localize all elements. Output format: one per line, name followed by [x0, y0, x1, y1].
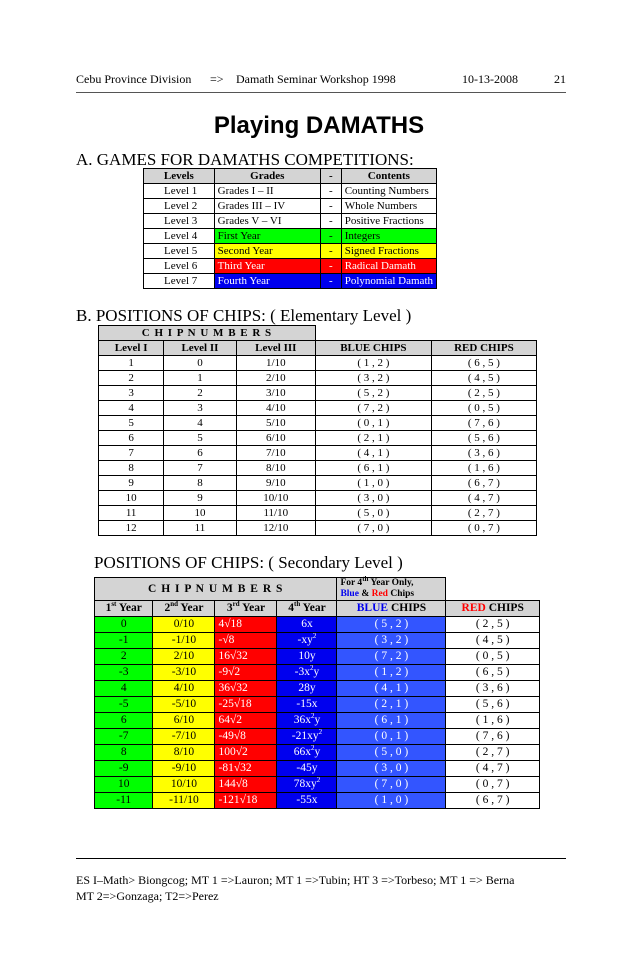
table-row: [99, 461, 537, 476]
level-2-cell: 0: [164, 356, 236, 371]
level-1-cell: 6: [99, 431, 164, 446]
blue-chips-cell: ( 3 , 2 ): [337, 633, 446, 649]
dash-cell: -: [320, 214, 341, 229]
footer-line-1: ES I–Math> Biongcog; MT 1 =>Lauron; MT 1 =>Tubin; HT 3 =>Torbeso; MT 1 => Berna: [76, 873, 515, 887]
blue-chips-cell: ( 0 , 1 ): [315, 416, 431, 431]
table-row: [99, 371, 537, 386]
table-row: [95, 793, 540, 809]
red-chips-cell: ( 2 , 7 ): [446, 745, 540, 761]
dash-cell: -: [320, 184, 341, 199]
chip-numbers-header: C H I P N U M B E R S: [99, 326, 316, 341]
blue-chips-cell: ( 7 , 2 ): [337, 649, 446, 665]
col-blue-chips: BLUE CHIPS: [337, 601, 446, 617]
first-year-cell: 4: [95, 681, 153, 697]
second-year-cell: -3/10: [153, 665, 215, 681]
fourth-year-cell: [277, 729, 337, 745]
section-c-heading: POSITIONS OF CHIPS: ( Secondary Level ): [94, 553, 403, 572]
red-chips-cell: ( 6 , 7 ): [431, 476, 536, 491]
third-year-cell: -√8: [215, 633, 277, 649]
term-text: -xy: [297, 634, 313, 646]
blue-chips-cell: ( 2 , 1 ): [315, 431, 431, 446]
term-text: 6x: [301, 618, 313, 630]
empty-header: [446, 578, 540, 601]
grade-cell: Fourth Year: [214, 274, 320, 289]
term-text: 78xy: [293, 778, 317, 790]
table-row: [99, 446, 537, 461]
blue-chips-cell: ( 7 , 0 ): [337, 777, 446, 793]
footer-line-2: MT 2=>Gonzaga; T2=>Perez: [76, 889, 219, 903]
level-1-cell: 2: [99, 371, 164, 386]
first-year-cell: -11: [95, 793, 153, 809]
footer-divider: [76, 858, 566, 859]
fourth-year-cell: [277, 617, 337, 633]
fourth-year-cell: [277, 681, 337, 697]
first-year-cell: 10: [95, 777, 153, 793]
level-2-cell: 5: [164, 431, 236, 446]
level-3-cell: 11/10: [236, 506, 315, 521]
table-row: [99, 521, 537, 536]
blue-chips-cell: ( 4 , 1 ): [337, 681, 446, 697]
red-chips-cell: ( 3 , 6 ): [446, 681, 540, 697]
term-text: -3x: [294, 666, 310, 678]
fourth-year-cell: [277, 649, 337, 665]
fourth-year-cell: [277, 745, 337, 761]
level-3-cell: 9/10: [236, 476, 315, 491]
blue-chips-cell: ( 5 , 0 ): [337, 745, 446, 761]
table-row: [99, 401, 537, 416]
red-chips-cell: ( 3 , 6 ): [431, 446, 536, 461]
table-row: [95, 617, 540, 633]
table-row: [95, 681, 540, 697]
second-year-cell: -1/10: [153, 633, 215, 649]
content-cell: Positive Fractions: [341, 214, 436, 229]
blue-chips-cell: ( 3 , 2 ): [315, 371, 431, 386]
level-1-cell: 10: [99, 491, 164, 506]
grade-cell: Grades III – IV: [214, 199, 320, 214]
red-chips-cell: ( 2 , 5 ): [446, 617, 540, 633]
level-2-cell: 9: [164, 491, 236, 506]
term-rest: y: [314, 714, 321, 726]
second-year-cell: -5/10: [153, 697, 215, 713]
table-row: [99, 416, 537, 431]
term-exponent: 2: [310, 664, 314, 673]
table-row: [144, 244, 437, 259]
secondary-positions-table: [94, 574, 540, 809]
red-chips-cell: ( 0 , 7 ): [431, 521, 536, 536]
term-text: -21xy: [291, 730, 319, 742]
col-level-2: Level II: [164, 341, 236, 356]
red-chips-cell: ( 6 , 7 ): [446, 793, 540, 809]
blue-chips-cell: ( 5 , 0 ): [315, 506, 431, 521]
first-year-cell: 8: [95, 745, 153, 761]
level-1-cell: 11: [99, 506, 164, 521]
red-chips-cell: ( 0 , 5 ): [446, 649, 540, 665]
note-text-2: Year Only,: [368, 578, 414, 588]
note-amp: &: [358, 589, 372, 599]
third-year-cell: 16√32: [215, 649, 277, 665]
third-year-cell: 36√32: [215, 681, 277, 697]
level-3-cell: 4/10: [236, 401, 315, 416]
first-year-cell: -3: [95, 665, 153, 681]
note-chips: Chips: [387, 589, 415, 599]
table-row: [95, 633, 540, 649]
second-year-cell: 8/10: [153, 745, 215, 761]
red-chips-cell: ( 4 , 5 ): [431, 371, 536, 386]
dash-cell: -: [320, 274, 341, 289]
red-chips-cell: ( 7 , 6 ): [431, 416, 536, 431]
level-2-cell: 10: [164, 506, 236, 521]
term-exponent: 2: [318, 728, 323, 737]
second-year-cell: -9/10: [153, 761, 215, 777]
red-chips-cell: ( 7 , 6 ): [446, 729, 540, 745]
level-2-cell: 1: [164, 371, 236, 386]
col-4th-year: 4th Year: [277, 601, 337, 617]
first-year-cell: 2: [95, 649, 153, 665]
fourth-year-cell: [277, 793, 337, 809]
level-1-cell: 12: [99, 521, 164, 536]
term-text: -55x: [296, 794, 318, 806]
grade-cell: Grades V – VI: [214, 214, 320, 229]
red-chips-cell: ( 2 , 5 ): [431, 386, 536, 401]
level-1-cell: 1: [99, 356, 164, 371]
first-year-cell: 6: [95, 713, 153, 729]
blue-chips-cell: ( 5 , 2 ): [315, 386, 431, 401]
blue-chips-cell: ( 1 , 0 ): [315, 476, 431, 491]
dash-cell: -: [320, 229, 341, 244]
second-year-cell: 10/10: [153, 777, 215, 793]
level-cell: Level 1: [144, 184, 215, 199]
level-1-cell: 3: [99, 386, 164, 401]
col-contents: Contents: [341, 169, 436, 184]
term-exponent: 2: [310, 712, 315, 721]
first-year-cell: -9: [95, 761, 153, 777]
blue-chips-cell: ( 4 , 1 ): [315, 446, 431, 461]
content-cell: Radical Damath: [341, 259, 436, 274]
level-cell: Level 3: [144, 214, 215, 229]
table-row: [95, 745, 540, 761]
level-2-cell: 4: [164, 416, 236, 431]
blue-chips-cell: ( 0 , 1 ): [337, 729, 446, 745]
table-row: [95, 649, 540, 665]
dash-cell: -: [320, 259, 341, 274]
note-red: Red: [371, 589, 388, 599]
third-year-cell: -9√2: [215, 665, 277, 681]
col-grades: Grades: [214, 169, 320, 184]
level-3-cell: 7/10: [236, 446, 315, 461]
fourth-year-cell: [277, 761, 337, 777]
level-3-cell: 12/10: [236, 521, 315, 536]
level-2-cell: 7: [164, 461, 236, 476]
grade-cell: First Year: [214, 229, 320, 244]
blue-chips-cell: ( 3 , 0 ): [315, 491, 431, 506]
level-2-cell: 11: [164, 521, 236, 536]
term-text: 10y: [298, 650, 316, 662]
level-3-cell: 8/10: [236, 461, 315, 476]
table-row: [95, 665, 540, 681]
page-title: Playing DAMATHS: [213, 112, 425, 139]
note-text: For 4: [340, 578, 363, 588]
blue-chips-cell: ( 3 , 0 ): [337, 761, 446, 777]
footer: [76, 872, 576, 904]
red-chips-cell: ( 1 , 6 ): [446, 713, 540, 729]
third-year-cell: 144√8: [215, 777, 277, 793]
section-a-heading: A. GAMES FOR DAMATHS COMPETITIONS:: [76, 150, 414, 169]
col-blue-chips: BLUE CHIPS: [315, 341, 431, 356]
term-exponent: 2: [312, 632, 317, 641]
note-sup: th: [362, 574, 369, 583]
table-row: [144, 274, 437, 289]
level-3-cell: 6/10: [236, 431, 315, 446]
term-exponent: 2: [316, 776, 321, 785]
table-row: [95, 761, 540, 777]
blue-chips-cell: ( 1 , 2 ): [315, 356, 431, 371]
third-year-cell: -49√8: [215, 729, 277, 745]
elementary-positions-table: [98, 325, 537, 536]
red-chips-cell: ( 5 , 6 ): [431, 431, 536, 446]
table-row: [99, 506, 537, 521]
level-3-cell: 10/10: [236, 491, 315, 506]
red-chips-cell: ( 0 , 5 ): [431, 401, 536, 416]
col-red-chips: RED CHIPS: [431, 341, 536, 356]
games-table: [143, 168, 437, 289]
grade-cell: Grades I – II: [214, 184, 320, 199]
table-row: [99, 476, 537, 491]
table-row: [95, 729, 540, 745]
third-year-cell: -25√18: [215, 697, 277, 713]
empty-header: [315, 326, 536, 341]
blue-chips-cell: ( 6 , 1 ): [337, 713, 446, 729]
level-2-cell: 6: [164, 446, 236, 461]
second-year-cell: 6/10: [153, 713, 215, 729]
red-chips-cell: ( 4 , 7 ): [446, 761, 540, 777]
red-chips-cell: ( 0 , 7 ): [446, 777, 540, 793]
first-year-cell: 0: [95, 617, 153, 633]
third-year-cell: 4√18: [215, 617, 277, 633]
fourth-year-cell: [277, 665, 337, 681]
third-year-cell: 64√2: [215, 713, 277, 729]
term-text: 36x: [293, 714, 311, 726]
blue-chips-cell: ( 6 , 1 ): [315, 461, 431, 476]
col-level-1: Level I: [99, 341, 164, 356]
table-row: [144, 229, 437, 244]
term-rest: y: [314, 746, 321, 758]
level-cell: Level 2: [144, 199, 215, 214]
second-year-cell: -7/10: [153, 729, 215, 745]
level-3-cell: 1/10: [236, 356, 315, 371]
col-red-chips: RED CHIPS: [446, 601, 540, 617]
first-year-cell: -1: [95, 633, 153, 649]
level-2-cell: 8: [164, 476, 236, 491]
note-blue: Blue: [340, 589, 359, 599]
level-cell: Level 6: [144, 259, 215, 274]
col-levels: Levels: [144, 169, 215, 184]
level-2-cell: 3: [164, 401, 236, 416]
second-year-cell: 4/10: [153, 681, 215, 697]
level-1-cell: 7: [99, 446, 164, 461]
table-row: [144, 184, 437, 199]
first-year-cell: -7: [95, 729, 153, 745]
event-text: Damath Seminar Workshop 1998: [236, 72, 396, 86]
level-cell: Level 5: [144, 244, 215, 259]
table-row: [95, 713, 540, 729]
level-1-cell: 4: [99, 401, 164, 416]
content-cell: Integers: [341, 229, 436, 244]
blue-chips-cell: ( 7 , 0 ): [315, 521, 431, 536]
red-chips-cell: ( 6 , 5 ): [446, 665, 540, 681]
col-1st-year: 1st Year: [95, 601, 153, 617]
table-row: [95, 697, 540, 713]
level-3-cell: 2/10: [236, 371, 315, 386]
level-cell: Level 7: [144, 274, 215, 289]
date-text: 10-13-2008: [462, 72, 518, 86]
level-1-cell: 9: [99, 476, 164, 491]
blue-chips-cell: ( 1 , 0 ): [337, 793, 446, 809]
col-3rd-year: 3rd Year: [215, 601, 277, 617]
level-3-cell: 3/10: [236, 386, 315, 401]
dash-cell: -: [320, 244, 341, 259]
content-cell: Whole Numbers: [341, 199, 436, 214]
col-2nd-year: 2nd Year: [153, 601, 215, 617]
content-cell: Counting Numbers: [341, 184, 436, 199]
table-row: [144, 214, 437, 229]
table-row: [99, 356, 537, 371]
content-cell: Polynomial Damath: [341, 274, 436, 289]
table-row: [144, 259, 437, 274]
blue-chips-cell: ( 1 , 2 ): [337, 665, 446, 681]
level-3-cell: 5/10: [236, 416, 315, 431]
term-text: -45y: [296, 762, 318, 774]
fourth-year-cell: [277, 697, 337, 713]
level-1-cell: 8: [99, 461, 164, 476]
red-chips-cell: ( 1 , 6 ): [431, 461, 536, 476]
grade-cell: Second Year: [214, 244, 320, 259]
level-1-cell: 5: [99, 416, 164, 431]
level-cell: Level 4: [144, 229, 215, 244]
term-exponent: 2: [310, 744, 315, 753]
red-chips-cell: ( 6 , 5 ): [431, 356, 536, 371]
header-divider: [76, 92, 566, 93]
section-b-heading: B. POSITIONS OF CHIPS: ( Elementary Level ): [76, 306, 412, 325]
third-year-cell: -121√18: [215, 793, 277, 809]
table-row: [99, 386, 537, 401]
second-year-cell: -11/10: [153, 793, 215, 809]
chip-numbers-header: C H I P N U M B E R S: [95, 578, 337, 601]
table-row: [99, 431, 537, 446]
arrow-text: =>: [210, 72, 224, 86]
dash-cell: -: [320, 199, 341, 214]
page-number: 21: [554, 72, 566, 86]
content-cell: Signed Fractions: [341, 244, 436, 259]
red-chips-cell: ( 2 , 7 ): [431, 506, 536, 521]
blue-chips-cell: ( 5 , 2 ): [337, 617, 446, 633]
level-2-cell: 2: [164, 386, 236, 401]
table-row: [144, 199, 437, 214]
blue-chips-cell: ( 2 , 1 ): [337, 697, 446, 713]
col-level-3: Level III: [236, 341, 315, 356]
term-text: 28y: [298, 682, 316, 694]
division-text: Cebu Province Division: [76, 72, 192, 86]
second-year-cell: 0/10: [153, 617, 215, 633]
red-chips-cell: ( 4 , 5 ): [446, 633, 540, 649]
red-chips-cell: ( 4 , 7 ): [431, 491, 536, 506]
term-rest: y: [313, 666, 320, 678]
fourth-year-cell: [277, 777, 337, 793]
fourth-year-note: [337, 574, 446, 601]
fourth-year-cell: [277, 713, 337, 729]
col-dash: -: [320, 169, 341, 184]
red-chips-cell: ( 5 , 6 ): [446, 697, 540, 713]
table-row: [95, 777, 540, 793]
third-year-cell: -81√32: [215, 761, 277, 777]
second-year-cell: 2/10: [153, 649, 215, 665]
third-year-cell: 100√2: [215, 745, 277, 761]
term-text: 66x: [293, 746, 311, 758]
grade-cell: Third Year: [214, 259, 320, 274]
table-row: [99, 491, 537, 506]
blue-chips-cell: ( 7 , 2 ): [315, 401, 431, 416]
term-text: -15x: [296, 698, 318, 710]
first-year-cell: -5: [95, 697, 153, 713]
fourth-year-cell: [277, 633, 337, 649]
